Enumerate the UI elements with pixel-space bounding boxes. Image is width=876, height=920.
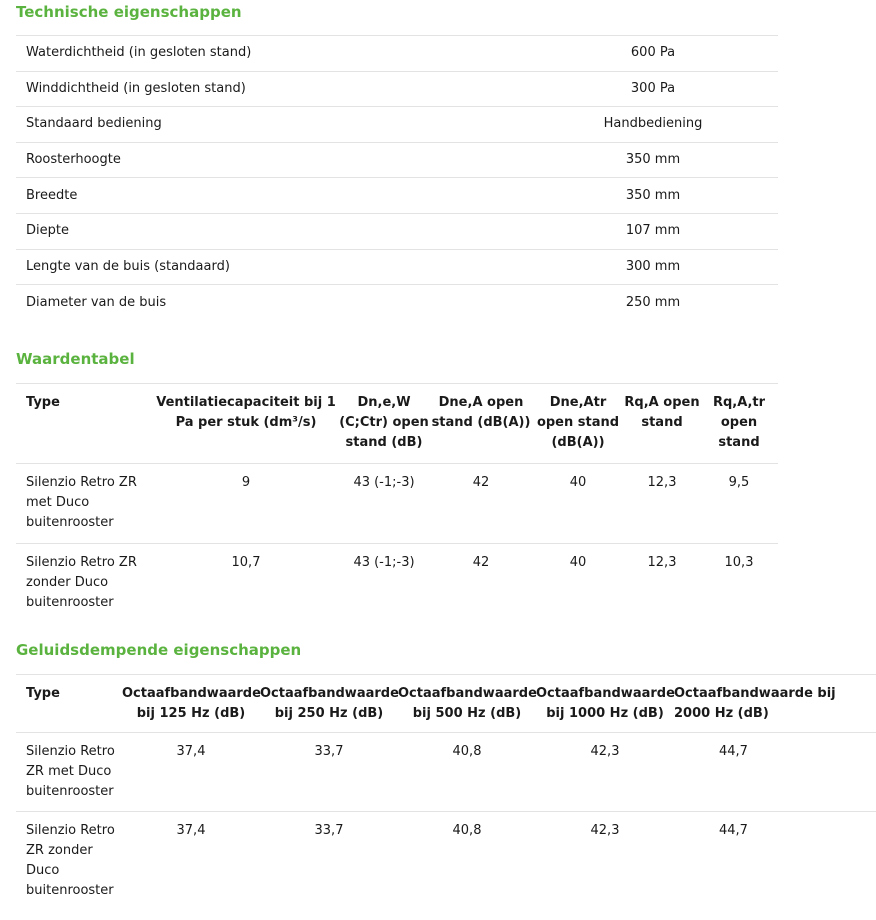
cell-ventilatie: 10,7: [231, 555, 261, 570]
cell-2000hz: 44,7: [719, 744, 748, 759]
column-header-ventilatie: Ventilatiecapaciteit bij 1 Pa per stuk (dm³/s): [156, 395, 336, 430]
cell-type: Silenzio Retro ZR met Duco buitenrooster: [26, 744, 115, 799]
table-row: [16, 71, 778, 107]
row-value: 600 Pa: [630, 45, 676, 61]
cell-dneatr: 40: [569, 555, 587, 570]
column-header-dnea: Dne,A open stand (dB(A)): [431, 395, 531, 430]
cell-type: Silenzio Retro ZR met Duco buitenrooster: [26, 475, 137, 530]
row-value: 300 Pa: [630, 80, 676, 96]
waarden-table: [16, 383, 778, 623]
cell-125hz: 37,4: [176, 823, 206, 838]
row-label: Lengte van de buis (standaard): [26, 258, 230, 274]
cell-dnew: 43 (-1;-3): [353, 555, 415, 570]
section-title-waarden: Waardentabel: [16, 350, 135, 368]
row-value: Handbediening: [603, 116, 703, 132]
row-label: Breedte: [26, 187, 78, 203]
cell-2000hz: 44,7: [719, 823, 748, 838]
table-row: [16, 249, 778, 285]
row-value: 300 mm: [625, 258, 681, 274]
cell-rqa: 12,3: [647, 475, 677, 490]
cell-1000hz: 42,3: [590, 744, 620, 759]
table-row: [16, 544, 778, 624]
cell-ventilatie: 9: [241, 475, 251, 490]
row-label: Waterdichtheid (in gesloten stand): [26, 45, 252, 61]
column-header-dneatr: Dne,Atr open stand (dB(A)): [536, 395, 620, 450]
column-header-125hz: Octaafbandwaarde bij 125 Hz (dB): [122, 686, 261, 721]
row-value: 350 mm: [625, 187, 681, 203]
table-header-row: [16, 675, 876, 733]
cell-250hz: 33,7: [314, 823, 344, 838]
table-row: [16, 142, 778, 178]
geluid-table: [16, 674, 876, 910]
section-title-geluid: Geluidsdempende eigenschappen: [16, 641, 302, 659]
row-value: 107 mm: [625, 223, 681, 239]
row-value: 250 mm: [625, 294, 681, 310]
cell-type: Silenzio Retro ZR zonder Duco buitenrooster: [26, 555, 137, 610]
row-value: 350 mm: [625, 152, 681, 168]
column-header-250hz: Octaafbandwaarde bij 250 Hz (dB): [260, 686, 399, 721]
column-header-type: Type: [26, 686, 60, 701]
row-label: Diameter van de buis: [26, 294, 167, 310]
column-header-500hz: Octaafbandwaarde bij 500 Hz (dB): [398, 686, 537, 721]
cell-rqatr: 10,3: [724, 555, 754, 570]
cell-dnew: 43 (-1;-3): [353, 475, 415, 490]
cell-rqa: 12,3: [647, 555, 677, 570]
row-label: Winddichtheid (in gesloten stand): [26, 80, 246, 96]
table-row: [16, 213, 778, 249]
cell-500hz: 40,8: [452, 744, 482, 759]
geluid-table-scroll-container[interactable]: [16, 674, 836, 920]
cell-500hz: 40,8: [452, 823, 482, 838]
section-title-technische: Technische eigenschappen: [16, 3, 242, 21]
table-row: [16, 178, 778, 214]
table-row: [16, 36, 778, 72]
cell-dnea: 42: [472, 555, 490, 570]
row-label: Diepte: [26, 223, 69, 239]
column-header-rqatr: Rq,A,tr open stand: [712, 395, 766, 450]
technische-table: [16, 35, 778, 320]
cell-rqatr: 9,5: [728, 475, 750, 490]
cell-125hz: 37,4: [176, 744, 206, 759]
table-row: [16, 812, 876, 911]
cell-1000hz: 42,3: [590, 823, 620, 838]
table-header-row: [16, 384, 778, 464]
row-label: Standaard bediening: [26, 116, 162, 132]
table-row: [16, 285, 778, 321]
cell-250hz: 33,7: [314, 744, 344, 759]
cell-type: Silenzio Retro ZR zonder Duco buitenrooster: [26, 823, 115, 898]
table-row: [16, 107, 778, 143]
column-header-2000hz: Octaafbandwaarde bij 2000 Hz (dB): [674, 686, 836, 721]
cell-dnea: 42: [472, 475, 490, 490]
column-header-rqa: Rq,A open stand: [624, 395, 700, 430]
column-header-type: Type: [26, 395, 60, 410]
table-row: [16, 464, 778, 544]
column-header-dnew: Dn,e,W (C;Ctr) open stand (dB): [339, 395, 429, 450]
column-header-1000hz: Octaafbandwaarde bij 1000 Hz (dB): [536, 686, 675, 721]
table-row: [16, 733, 876, 812]
row-label: Roosterhoogte: [26, 152, 121, 168]
cell-dneatr: 40: [569, 475, 587, 490]
